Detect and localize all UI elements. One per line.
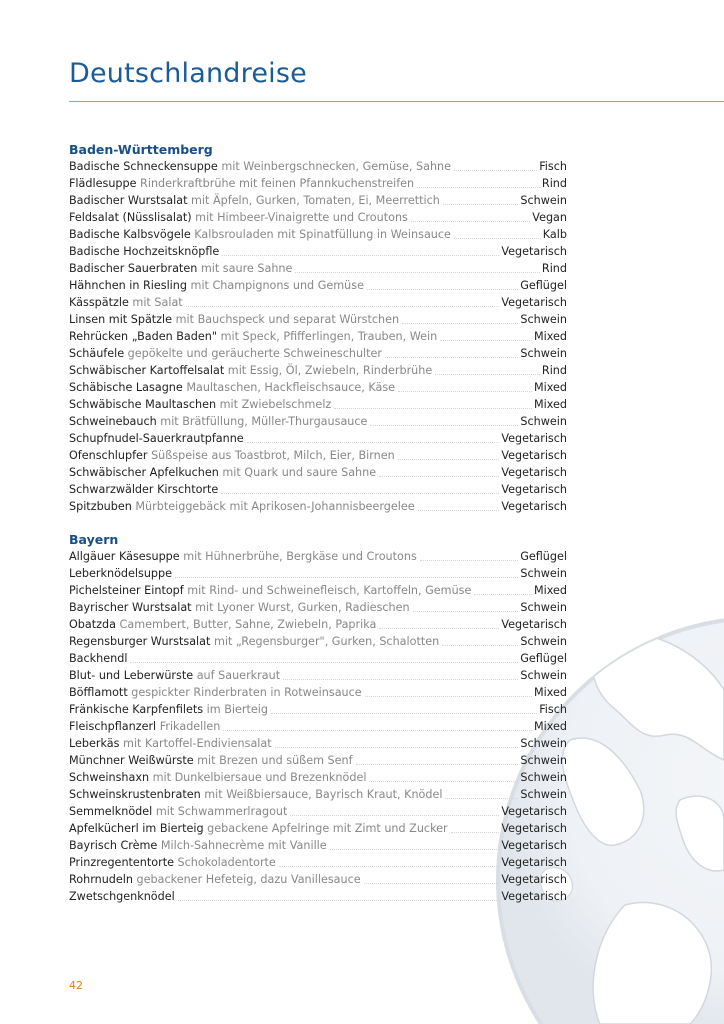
dish-row bbox=[69, 735, 567, 752]
dish-type: Geflügel bbox=[520, 279, 567, 292]
dish-text bbox=[69, 243, 219, 260]
dot-leader bbox=[369, 781, 518, 782]
dish-name: Hähnchen in Riesling bbox=[69, 279, 187, 292]
page-title: Deutschlandreise bbox=[69, 58, 307, 89]
dot-leader bbox=[295, 272, 540, 273]
dish-text bbox=[69, 684, 362, 701]
dot-leader bbox=[451, 832, 500, 833]
dish-description: mit Brätfüllung, Müller-Thurgausauce bbox=[156, 415, 368, 428]
dish-description: mit Hühnerbrühe, Bergkäse und Croutons bbox=[179, 550, 417, 563]
dish-text bbox=[69, 260, 292, 277]
dish-row bbox=[69, 481, 567, 498]
dish-text bbox=[69, 430, 244, 447]
dish-type: Vegetarisch bbox=[501, 873, 567, 886]
dot-leader bbox=[364, 883, 500, 884]
title-divider bbox=[69, 101, 724, 102]
dish-name: Spitzbuben bbox=[69, 500, 132, 513]
dish-name: Schweinshaxn bbox=[69, 771, 150, 784]
dot-leader bbox=[330, 849, 500, 850]
dish-type: Mixed bbox=[533, 330, 567, 343]
dish-text bbox=[69, 345, 382, 362]
dish-name: Badische Hochzeitsknöpfle bbox=[69, 245, 220, 258]
dish-text bbox=[69, 396, 331, 413]
dish-type: Mixed bbox=[533, 381, 567, 394]
dish-row bbox=[69, 294, 567, 311]
dot-leader bbox=[474, 594, 532, 595]
dish-text bbox=[69, 888, 175, 905]
dish-description: mit Essig, Öl, Zwiebeln, Rinderbrühe bbox=[224, 364, 433, 377]
dish-name: Pichelsteiner Eintopf bbox=[69, 584, 184, 597]
dish-row bbox=[69, 464, 567, 481]
dish-description: mit Champignons und Gemüse bbox=[186, 279, 364, 292]
dish-description: Milch-Sahnecrème mit Vanille bbox=[157, 839, 327, 852]
dish-description: mit Weißbiersauce, Bayrisch Kraut, Knödel bbox=[200, 788, 443, 801]
dish-description: mit Himbeer-Vinaigrette und Croutons bbox=[191, 211, 408, 224]
dish-text bbox=[69, 294, 183, 311]
dish-name: Böfflamott bbox=[69, 686, 128, 699]
dot-leader bbox=[420, 560, 518, 561]
dish-description: mit Brezen und süßem Senf bbox=[193, 754, 353, 767]
dish-type: Kalb bbox=[542, 228, 567, 241]
dish-description: Schokoladentorte bbox=[174, 856, 276, 869]
dish-name: Kässpätzle bbox=[69, 296, 129, 309]
dot-leader bbox=[443, 204, 519, 205]
dish-type: Geflügel bbox=[520, 652, 567, 665]
dot-leader bbox=[221, 493, 499, 494]
dish-type: Schwein bbox=[520, 567, 567, 580]
dish-text bbox=[69, 226, 451, 243]
dish-row bbox=[69, 786, 567, 803]
dot-leader bbox=[398, 391, 532, 392]
dish-name: Obatzda bbox=[69, 618, 116, 631]
dish-row bbox=[69, 599, 567, 616]
dish-type: Vegetarisch bbox=[501, 805, 567, 818]
dish-text bbox=[69, 277, 364, 294]
dish-text bbox=[69, 362, 432, 379]
dish-type: Schwein bbox=[520, 754, 567, 767]
dot-leader bbox=[222, 255, 499, 256]
dish-text bbox=[69, 820, 448, 837]
dish-text bbox=[69, 667, 280, 684]
dish-name: Bayrischer Wurstsalat bbox=[69, 601, 192, 614]
dot-leader bbox=[440, 340, 532, 341]
dish-type: Rind bbox=[541, 364, 567, 377]
dot-leader bbox=[379, 628, 499, 629]
dot-leader bbox=[398, 459, 500, 460]
dish-type: Vegetarisch bbox=[501, 890, 567, 903]
dot-leader bbox=[454, 238, 541, 239]
dish-description: mit Kartoffel-Endiviensalat bbox=[119, 737, 272, 750]
dot-leader bbox=[271, 713, 537, 714]
dish-name: Schweinskrustenbraten bbox=[69, 788, 201, 801]
dot-leader bbox=[418, 510, 500, 511]
dish-text bbox=[69, 379, 395, 396]
dish-type: Vegetarisch bbox=[501, 500, 567, 513]
dot-leader bbox=[379, 476, 499, 477]
dish-row bbox=[69, 582, 567, 599]
dish-row bbox=[69, 311, 567, 328]
dish-row bbox=[69, 362, 567, 379]
dot-leader bbox=[365, 696, 532, 697]
dish-type: Mixed bbox=[533, 398, 567, 411]
dish-text bbox=[69, 175, 414, 192]
dish-row bbox=[69, 667, 567, 684]
dish-name: Schwäbischer Kartoffelsalat bbox=[69, 364, 225, 377]
dish-row bbox=[69, 447, 567, 464]
dish-type: Geflügel bbox=[520, 550, 567, 563]
dish-text bbox=[69, 752, 353, 769]
dot-leader bbox=[367, 289, 518, 290]
dish-name: Regensburger Wurstsalat bbox=[69, 635, 211, 648]
dish-description: Frikadellen bbox=[156, 720, 221, 733]
dish-name: Badische Kalbsvögele bbox=[69, 228, 191, 241]
dot-leader bbox=[442, 645, 518, 646]
dish-type: Fisch bbox=[539, 703, 567, 716]
dish-row bbox=[69, 718, 567, 735]
dish-text bbox=[69, 803, 287, 820]
region-section bbox=[69, 531, 567, 905]
dish-row bbox=[69, 820, 567, 837]
menu-list bbox=[69, 141, 567, 905]
dish-row bbox=[69, 226, 567, 243]
dot-leader bbox=[402, 323, 518, 324]
dish-row bbox=[69, 498, 567, 515]
dish-text bbox=[69, 616, 376, 633]
dish-description: Kalbsrouladen mit Spinatfüllung in Weinsauce bbox=[190, 228, 451, 241]
dish-row bbox=[69, 565, 567, 582]
dish-row bbox=[69, 650, 567, 667]
dish-description: Süßspeise aus Toastbrot, Milch, Eier, Birnen bbox=[147, 449, 395, 462]
dish-name: Rehrücken „Baden Baden" bbox=[69, 330, 218, 343]
dot-leader bbox=[223, 730, 532, 731]
region-section bbox=[69, 141, 567, 515]
dish-row bbox=[69, 548, 567, 565]
dot-leader bbox=[417, 187, 540, 188]
dish-name: Prinzregententorte bbox=[69, 856, 174, 869]
dish-description: mit Quark und saure Sahne bbox=[218, 466, 377, 479]
dish-text bbox=[69, 481, 218, 498]
dish-description: mit Dunkelbiersaue und Brezenknödel bbox=[149, 771, 367, 784]
dish-description: Mürbteiggebäck mit Aprikosen-Johannisbeergelee bbox=[131, 500, 415, 513]
dot-leader bbox=[290, 815, 499, 816]
page-number: 42 bbox=[69, 979, 83, 992]
dish-row bbox=[69, 158, 567, 175]
dish-row bbox=[69, 328, 567, 345]
dot-leader bbox=[411, 221, 530, 222]
dish-name: Apfelkücherl im Bierteig bbox=[69, 822, 204, 835]
dish-name: Backhendl bbox=[69, 652, 128, 665]
dish-type: Mixed bbox=[533, 720, 567, 733]
dish-text bbox=[69, 192, 440, 209]
dish-text bbox=[69, 735, 272, 752]
dish-row bbox=[69, 192, 567, 209]
dish-type: Vegetarisch bbox=[501, 245, 567, 258]
dot-leader bbox=[435, 374, 540, 375]
dish-type: Vegetarisch bbox=[501, 822, 567, 835]
dish-description: mit Bauchspeck und separat Würstchen bbox=[172, 313, 400, 326]
dish-name: Bayrisch Crème bbox=[69, 839, 158, 852]
dish-row bbox=[69, 684, 567, 701]
dish-name: Schwäbischer Apfelkuchen bbox=[69, 466, 219, 479]
dish-name: Leberknödelsuppe bbox=[69, 567, 173, 580]
dot-leader bbox=[356, 764, 519, 765]
dish-text bbox=[69, 837, 327, 854]
dot-leader bbox=[334, 408, 532, 409]
dish-type: Schwein bbox=[520, 771, 567, 784]
dish-description: mit „Regensburger", Gurken, Schalotten bbox=[210, 635, 440, 648]
dish-name: Badische Schneckensuppe bbox=[69, 160, 218, 173]
dish-text bbox=[69, 633, 439, 650]
dish-type: Schwein bbox=[520, 347, 567, 360]
dish-type: Schwein bbox=[520, 635, 567, 648]
dish-name: Semmelknödel bbox=[69, 805, 153, 818]
dot-leader bbox=[279, 866, 500, 867]
dot-leader bbox=[247, 442, 500, 443]
dish-name: Schwarzwälder Kirschtorte bbox=[69, 483, 219, 496]
dish-text bbox=[69, 701, 268, 718]
dish-row bbox=[69, 396, 567, 413]
dish-description: mit Äpfeln, Gurken, Tomaten, Ei, Meerrettich bbox=[187, 194, 440, 207]
dish-row bbox=[69, 345, 567, 362]
dish-name: Schweinebauch bbox=[69, 415, 157, 428]
dish-type: Vegetarisch bbox=[501, 856, 567, 869]
dish-name: Leberkäs bbox=[69, 737, 120, 750]
dish-name: Flädlesuppe bbox=[69, 177, 137, 190]
dish-type: Mixed bbox=[533, 584, 567, 597]
dot-leader bbox=[275, 747, 519, 748]
dish-text bbox=[69, 498, 415, 515]
dish-row bbox=[69, 616, 567, 633]
dish-type: Vegetarisch bbox=[501, 466, 567, 479]
region-heading: Baden-Württemberg bbox=[69, 142, 213, 157]
dish-text bbox=[69, 769, 366, 786]
dish-type: Schwein bbox=[520, 737, 567, 750]
dish-name: Schäufele bbox=[69, 347, 125, 360]
dish-type: Vegetarisch bbox=[501, 618, 567, 631]
dish-text bbox=[69, 464, 376, 481]
dot-leader bbox=[130, 662, 518, 663]
dot-leader bbox=[186, 306, 500, 307]
dish-type: Schwein bbox=[520, 601, 567, 614]
dish-type: Rind bbox=[541, 262, 567, 275]
dish-type: Mixed bbox=[533, 686, 567, 699]
dish-row bbox=[69, 633, 567, 650]
dot-leader bbox=[178, 900, 500, 901]
dot-leader bbox=[370, 425, 518, 426]
dot-leader bbox=[454, 170, 537, 171]
dish-name: Allgäuer Käsesuppe bbox=[69, 550, 180, 563]
dish-description: mit Weinbergschnecken, Gemüse, Sahne bbox=[217, 160, 452, 173]
dish-text bbox=[69, 582, 471, 599]
dish-row bbox=[69, 430, 567, 447]
dish-name: Blut- und Leberwürste bbox=[69, 669, 194, 682]
dish-text bbox=[69, 599, 410, 616]
dish-text bbox=[69, 158, 451, 175]
region-heading: Bayern bbox=[69, 532, 119, 547]
dish-row bbox=[69, 260, 567, 277]
dish-description: gespickter Rinderbraten in Rotweinsauce bbox=[127, 686, 362, 699]
dish-text bbox=[69, 413, 367, 430]
dish-text bbox=[69, 718, 220, 735]
dish-text bbox=[69, 786, 442, 803]
dish-description: mit Zwiebelschmelz bbox=[216, 398, 332, 411]
dish-name: Linsen mit Spätzle bbox=[69, 313, 173, 326]
dish-type: Vegan bbox=[532, 211, 567, 224]
dot-leader bbox=[283, 679, 518, 680]
dish-name: Ofenschlupfer bbox=[69, 449, 148, 462]
dish-type: Vegetarisch bbox=[501, 839, 567, 852]
dish-type: Schwein bbox=[520, 669, 567, 682]
dish-name: Fränkische Karpfenfilets bbox=[69, 703, 204, 716]
dish-description: mit Rind- und Schweinefleisch, Kartoffeln, Gemüse bbox=[183, 584, 472, 597]
dish-row bbox=[69, 854, 567, 871]
dish-description: mit Schwammerlragout bbox=[152, 805, 288, 818]
dish-row bbox=[69, 379, 567, 396]
dish-type: Fisch bbox=[539, 160, 567, 173]
dish-description: Camembert, Butter, Sahne, Zwiebeln, Paprika bbox=[115, 618, 377, 631]
dish-type: Rind bbox=[541, 177, 567, 190]
dish-description: im Bierteig bbox=[203, 703, 268, 716]
dish-description: mit Salat bbox=[128, 296, 183, 309]
dish-name: Schwäbische Maultaschen bbox=[69, 398, 217, 411]
dish-description: mit saure Sahne bbox=[197, 262, 293, 275]
dish-description: Rinderkraftbrühe mit feinen Pfannkuchenstreifen bbox=[136, 177, 415, 190]
dish-row bbox=[69, 413, 567, 430]
dish-name: Badischer Wurstsalat bbox=[69, 194, 188, 207]
dish-description: mit Lyoner Wurst, Gurken, Radieschen bbox=[191, 601, 410, 614]
dish-name: Schupfnudel-Sauerkrautpfanne bbox=[69, 432, 244, 445]
dish-row bbox=[69, 837, 567, 854]
dish-text bbox=[69, 447, 395, 464]
dot-leader bbox=[385, 357, 518, 358]
dish-name: Badischer Sauerbraten bbox=[69, 262, 198, 275]
dish-row bbox=[69, 752, 567, 769]
dish-type: Vegetarisch bbox=[501, 449, 567, 462]
dish-row bbox=[69, 277, 567, 294]
dish-row bbox=[69, 769, 567, 786]
dish-text bbox=[69, 311, 399, 328]
dish-text bbox=[69, 565, 172, 582]
dish-type: Vegetarisch bbox=[501, 483, 567, 496]
dish-text bbox=[69, 650, 127, 667]
dish-name: Feldsalat (Nüsslisalat) bbox=[69, 211, 192, 224]
dish-name: Rohrnudeln bbox=[69, 873, 133, 886]
dish-text bbox=[69, 854, 276, 871]
dish-text bbox=[69, 328, 437, 345]
dish-name: Zwetschgenknödel bbox=[69, 890, 175, 903]
dot-leader bbox=[413, 611, 519, 612]
dish-type: Vegetarisch bbox=[501, 432, 567, 445]
dish-description: gebackener Hefeteig, dazu Vanillesauce bbox=[132, 873, 361, 886]
dish-description: mit Speck, Pfifferlingen, Trauben, Wein bbox=[217, 330, 438, 343]
dish-name: Fleischpflanzerl bbox=[69, 720, 157, 733]
dish-description: gebackene Apfelringe mit Zimt und Zucker bbox=[203, 822, 448, 835]
dish-type: Vegetarisch bbox=[501, 296, 567, 309]
dish-text bbox=[69, 871, 361, 888]
dish-row bbox=[69, 871, 567, 888]
dish-description: auf Sauerkraut bbox=[193, 669, 281, 682]
dish-type: Schwein bbox=[520, 788, 567, 801]
dish-row bbox=[69, 209, 567, 226]
dot-leader bbox=[175, 577, 518, 578]
dish-row bbox=[69, 803, 567, 820]
dish-text bbox=[69, 209, 408, 226]
dish-row bbox=[69, 888, 567, 905]
dish-type: Schwein bbox=[520, 194, 567, 207]
dish-description: gepökelte und geräucherte Schweineschulter bbox=[124, 347, 383, 360]
dish-type: Schwein bbox=[520, 313, 567, 326]
dish-type: Schwein bbox=[520, 415, 567, 428]
dish-row bbox=[69, 701, 567, 718]
dish-text bbox=[69, 548, 417, 565]
dot-leader bbox=[445, 798, 518, 799]
dish-name: Schäbische Lasagne bbox=[69, 381, 183, 394]
dish-name: Münchner Weißwürste bbox=[69, 754, 194, 767]
dish-row bbox=[69, 243, 567, 260]
dish-description: Maultaschen, Hackfleischsauce, Käse bbox=[182, 381, 396, 394]
dish-row bbox=[69, 175, 567, 192]
